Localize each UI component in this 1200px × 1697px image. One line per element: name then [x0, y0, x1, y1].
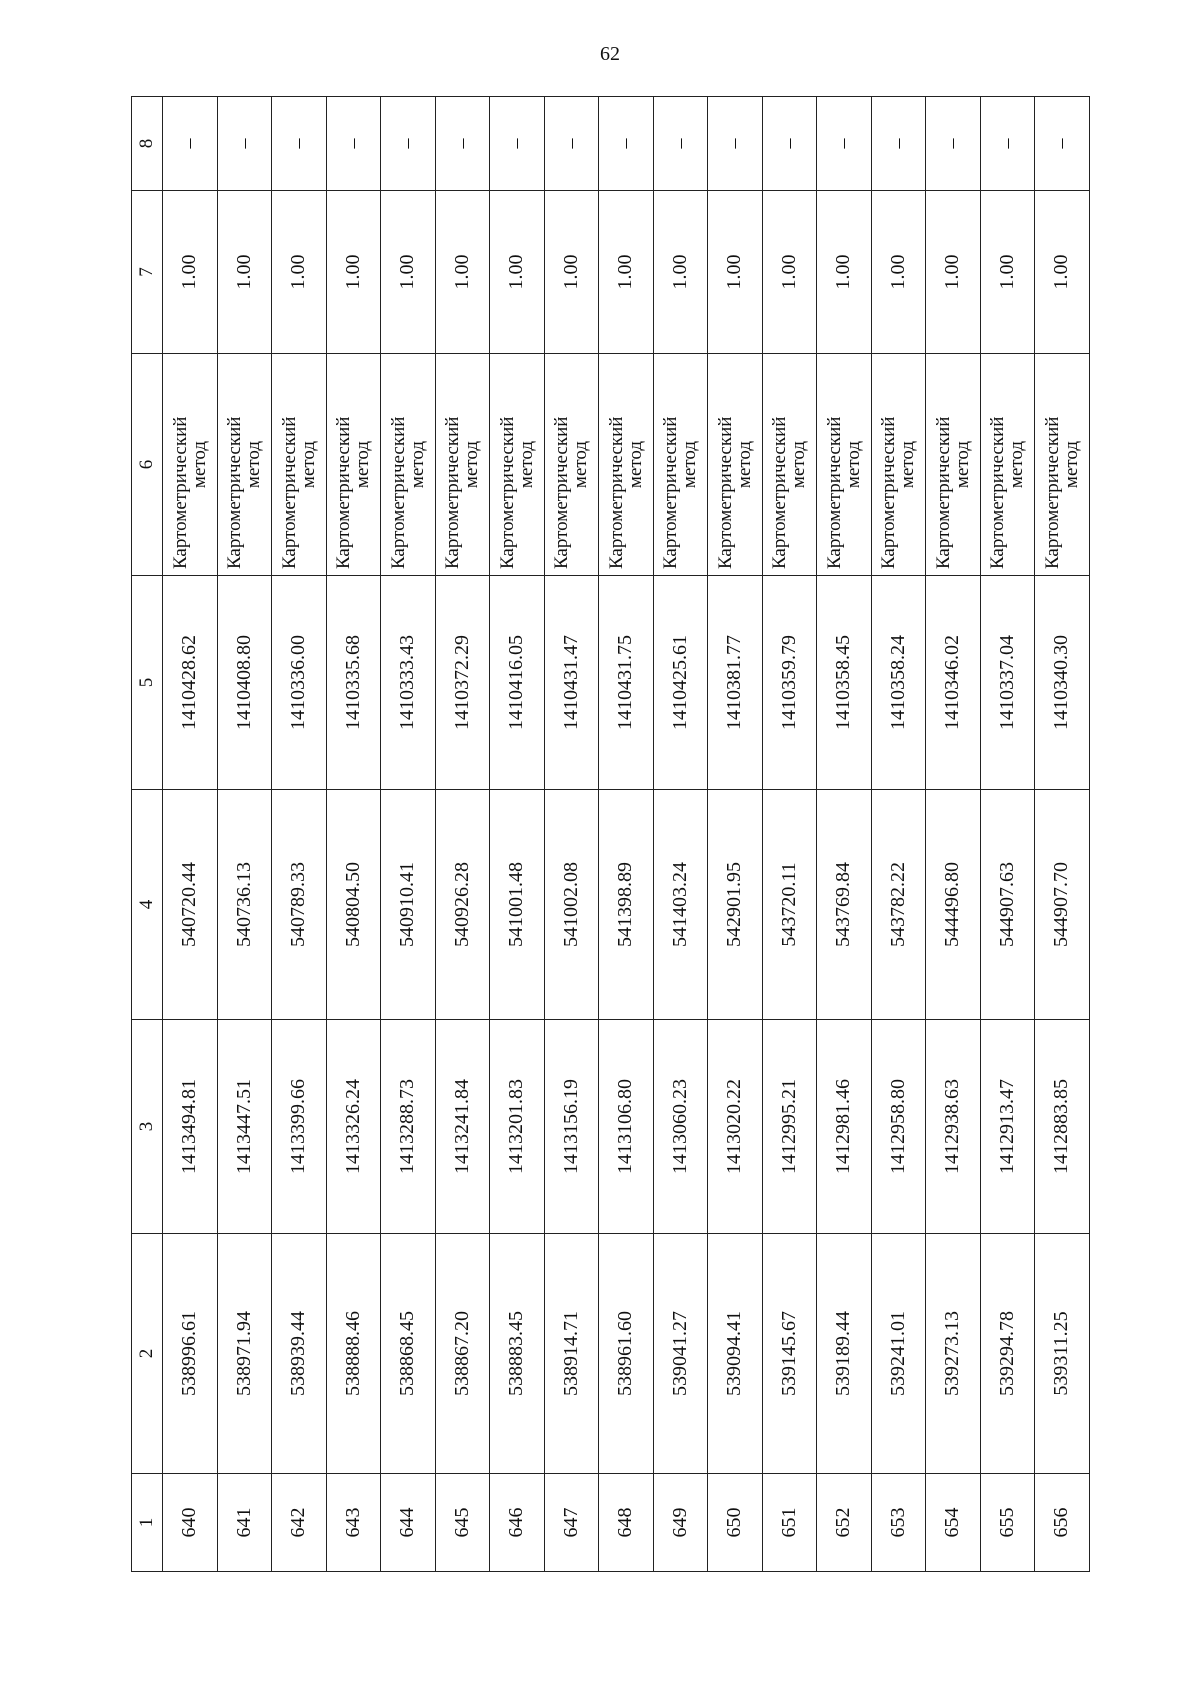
method-text: Картометрический	[1041, 416, 1063, 569]
note-cell: –	[217, 97, 272, 191]
coordinate-y-cell: 1410416.05	[490, 576, 545, 790]
note-cell: –	[762, 97, 817, 191]
method-text: метод	[788, 440, 810, 489]
coordinate-y-cell: 1410372.29	[435, 576, 490, 790]
coordinate-x-cell: 543769.84	[817, 790, 872, 1020]
accuracy-cell: 1.00	[653, 191, 708, 354]
method-text: Картометрический	[224, 416, 246, 569]
point-number-cell: 654	[926, 1474, 981, 1572]
coordinate-y-cell: 1410428.62	[163, 576, 218, 790]
point-number-cell: 653	[871, 1474, 926, 1572]
point-number-cell: 647	[544, 1474, 599, 1572]
coordinate-y-cell: 1413156.19	[544, 1020, 599, 1234]
accuracy-cell: 1.00	[980, 191, 1035, 354]
coordinate-y-cell: 1410425.61	[653, 576, 708, 790]
coordinate-x-cell: 539189.44	[817, 1234, 872, 1474]
method-cell	[599, 354, 654, 576]
accuracy-cell: 1.00	[435, 191, 490, 354]
method-text: метод	[515, 440, 537, 489]
method-text: Картометрический	[987, 416, 1009, 569]
table-row	[871, 97, 926, 1572]
coordinate-x-cell: 539145.67	[762, 1234, 817, 1474]
table-row	[435, 97, 490, 1572]
note-cell: –	[1035, 97, 1090, 191]
accuracy-cell: 1.00	[926, 191, 981, 354]
note-cell: –	[490, 97, 545, 191]
coordinate-y-cell: 1413201.83	[490, 1020, 545, 1234]
coordinate-x-cell: 541001.48	[490, 790, 545, 1020]
note-cell: –	[980, 97, 1035, 191]
method-text: метод	[570, 440, 592, 489]
method-text: Картометрический	[551, 416, 573, 569]
note-cell: –	[381, 97, 436, 191]
point-number-cell: 640	[163, 1474, 218, 1572]
method-text: Картометрический	[878, 416, 900, 569]
coordinate-x-cell: 539094.41	[708, 1234, 763, 1474]
method-text: метод	[461, 440, 483, 489]
accuracy-cell: 1.00	[871, 191, 926, 354]
method-text: Картометрический	[714, 416, 736, 569]
coordinate-y-cell: 1413494.81	[163, 1020, 218, 1234]
table-row	[926, 97, 981, 1572]
point-number-cell: 643	[326, 1474, 381, 1572]
note-cell: –	[708, 97, 763, 191]
point-number-cell: 645	[435, 1474, 490, 1572]
coordinate-x-cell: 538867.20	[435, 1234, 490, 1474]
point-number-cell: 641	[217, 1474, 272, 1572]
coordinate-x-cell: 544907.63	[980, 790, 1035, 1020]
coordinate-y-cell: 1412883.85	[1035, 1020, 1090, 1234]
coordinate-x-cell: 538939.44	[272, 1234, 327, 1474]
method-text: метод	[951, 440, 973, 489]
coordinate-y-cell: 1410337.04	[980, 576, 1035, 790]
note-cell: –	[272, 97, 327, 191]
method-text: Картометрический	[769, 416, 791, 569]
point-number-cell: 652	[817, 1474, 872, 1572]
accuracy-cell: 1.00	[381, 191, 436, 354]
coordinate-x-cell: 539294.78	[980, 1234, 1035, 1474]
method-text: метод	[188, 440, 210, 489]
coordinate-y-cell: 1412981.46	[817, 1020, 872, 1234]
method-cell	[926, 354, 981, 576]
coordinate-y-cell: 1410358.45	[817, 576, 872, 790]
point-number-cell: 651	[762, 1474, 817, 1572]
coordinate-x-cell: 538961.60	[599, 1234, 654, 1474]
coordinate-y-cell: 1410358.24	[871, 576, 926, 790]
coordinate-y-cell: 1413326.24	[326, 1020, 381, 1234]
coordinate-y-cell: 1412995.21	[762, 1020, 817, 1234]
table-row	[326, 97, 381, 1572]
point-number-cell: 642	[272, 1474, 327, 1572]
coordinate-x-cell: 538883.45	[490, 1234, 545, 1474]
point-number-cell: 650	[708, 1474, 763, 1572]
coordinate-y-cell: 1410381.77	[708, 576, 763, 790]
method-cell	[272, 354, 327, 576]
coordinate-y-cell: 1410333.43	[381, 576, 436, 790]
coordinate-x-cell: 540789.33	[272, 790, 327, 1020]
coordinate-x-cell: 541002.08	[544, 790, 599, 1020]
coordinate-x-cell: 538888.46	[326, 1234, 381, 1474]
coordinate-y-cell: 1412958.80	[871, 1020, 926, 1234]
coordinate-x-cell: 540910.41	[381, 790, 436, 1020]
method-text: метод	[624, 440, 646, 489]
method-text: метод	[352, 440, 374, 489]
coordinate-x-cell: 544907.70	[1035, 790, 1090, 1020]
table-row	[980, 97, 1035, 1572]
page-number: 62	[600, 43, 620, 65]
method-cell	[980, 354, 1035, 576]
coordinate-x-cell: 538914.71	[544, 1234, 599, 1474]
accuracy-cell: 1.00	[272, 191, 327, 354]
method-cell	[163, 354, 218, 576]
coordinate-x-cell: 540804.50	[326, 790, 381, 1020]
coordinate-y-cell: 1410336.00	[272, 576, 327, 790]
method-text: Картометрический	[278, 416, 300, 569]
coordinates-table	[131, 96, 1090, 1572]
note-cell: –	[817, 97, 872, 191]
coordinate-x-cell: 538868.45	[381, 1234, 436, 1474]
coordinate-x-cell: 542901.95	[708, 790, 763, 1020]
coordinate-x-cell: 540736.13	[217, 790, 272, 1020]
accuracy-cell: 1.00	[163, 191, 218, 354]
coordinate-y-cell: 1410346.02	[926, 576, 981, 790]
method-cell	[1035, 354, 1090, 576]
method-text: метод	[406, 440, 428, 489]
accuracy-cell: 1.00	[490, 191, 545, 354]
coordinate-y-cell: 1412913.47	[980, 1020, 1035, 1234]
coordinate-y-cell: 1413241.84	[435, 1020, 490, 1234]
coordinate-y-cell: 1413399.66	[272, 1020, 327, 1234]
table-row	[1035, 97, 1090, 1572]
method-cell	[544, 354, 599, 576]
coordinate-x-cell: 539273.13	[926, 1234, 981, 1474]
point-number-cell: 646	[490, 1474, 545, 1572]
method-cell	[490, 354, 545, 576]
table-row	[381, 97, 436, 1572]
coordinate-x-cell: 539311.25	[1035, 1234, 1090, 1474]
method-text: метод	[842, 440, 864, 489]
method-text: Картометрический	[932, 416, 954, 569]
method-cell	[762, 354, 817, 576]
method-text: Картометрический	[387, 416, 409, 569]
accuracy-cell: 1.00	[762, 191, 817, 354]
method-text: Картометрический	[333, 416, 355, 569]
table-row	[708, 97, 763, 1572]
note-cell: –	[871, 97, 926, 191]
accuracy-cell: 1.00	[326, 191, 381, 354]
coordinate-x-cell: 538971.94	[217, 1234, 272, 1474]
point-number-cell: 655	[980, 1474, 1035, 1572]
method-text: метод	[1060, 440, 1082, 489]
method-cell	[217, 354, 272, 576]
column-header: 3	[132, 1020, 163, 1234]
method-text: метод	[733, 440, 755, 489]
method-text: метод	[679, 440, 701, 489]
method-cell	[326, 354, 381, 576]
method-text: Картометрический	[660, 416, 682, 569]
method-text: метод	[1006, 440, 1028, 489]
table-row	[653, 97, 708, 1572]
point-number-cell: 644	[381, 1474, 436, 1572]
point-number-cell: 648	[599, 1474, 654, 1572]
note-cell: –	[326, 97, 381, 191]
coordinate-y-cell: 1410359.79	[762, 576, 817, 790]
coordinate-y-cell: 1413060.23	[653, 1020, 708, 1234]
accuracy-cell: 1.00	[817, 191, 872, 354]
note-cell: –	[435, 97, 490, 191]
table-row	[817, 97, 872, 1572]
table-row	[762, 97, 817, 1572]
coordinate-y-cell: 1410431.75	[599, 576, 654, 790]
coordinate-x-cell: 540720.44	[163, 790, 218, 1020]
table-row	[217, 97, 272, 1572]
coordinate-y-cell: 1410408.80	[217, 576, 272, 790]
table-row	[544, 97, 599, 1572]
point-number-cell: 649	[653, 1474, 708, 1572]
method-text: Картометрический	[442, 416, 464, 569]
coordinate-y-cell: 1413447.51	[217, 1020, 272, 1234]
coordinate-x-cell: 543782.22	[871, 790, 926, 1020]
table-row	[272, 97, 327, 1572]
column-header: 5	[132, 576, 163, 790]
note-cell: –	[163, 97, 218, 191]
method-cell	[435, 354, 490, 576]
column-header: 4	[132, 790, 163, 1020]
method-text: Картометрический	[823, 416, 845, 569]
coordinate-y-cell: 1413288.73	[381, 1020, 436, 1234]
method-cell	[871, 354, 926, 576]
method-text: Картометрический	[169, 416, 191, 569]
table-row	[490, 97, 545, 1572]
table-header-row	[132, 97, 163, 1572]
accuracy-cell: 1.00	[217, 191, 272, 354]
column-header: 2	[132, 1234, 163, 1474]
table-row	[599, 97, 654, 1572]
coordinate-y-cell: 1413020.22	[708, 1020, 763, 1234]
note-cell: –	[599, 97, 654, 191]
method-text: Картометрический	[496, 416, 518, 569]
column-header: 8	[132, 97, 163, 191]
method-cell	[817, 354, 872, 576]
column-header: 6	[132, 354, 163, 576]
accuracy-cell: 1.00	[599, 191, 654, 354]
note-cell: –	[544, 97, 599, 191]
coordinate-y-cell: 1412938.63	[926, 1020, 981, 1234]
coordinate-x-cell: 540926.28	[435, 790, 490, 1020]
column-header: 7	[132, 191, 163, 354]
coordinate-x-cell: 539241.01	[871, 1234, 926, 1474]
coordinate-y-cell: 1413106.80	[599, 1020, 654, 1234]
coordinate-x-cell: 543720.11	[762, 790, 817, 1020]
column-header: 1	[132, 1474, 163, 1572]
table-row	[163, 97, 218, 1572]
coordinate-x-cell: 544496.80	[926, 790, 981, 1020]
accuracy-cell: 1.00	[544, 191, 599, 354]
coordinate-x-cell: 541403.24	[653, 790, 708, 1020]
coordinate-x-cell: 538996.61	[163, 1234, 218, 1474]
method-text: метод	[243, 440, 265, 489]
accuracy-cell: 1.00	[708, 191, 763, 354]
note-cell: –	[926, 97, 981, 191]
coordinate-y-cell: 1410340.30	[1035, 576, 1090, 790]
method-text: метод	[297, 440, 319, 489]
coordinate-x-cell: 539041.27	[653, 1234, 708, 1474]
method-cell	[653, 354, 708, 576]
coordinate-y-cell: 1410431.47	[544, 576, 599, 790]
point-number-cell: 656	[1035, 1474, 1090, 1572]
method-text: метод	[897, 440, 919, 489]
coordinate-y-cell: 1410335.68	[326, 576, 381, 790]
method-text: Картометрический	[605, 416, 627, 569]
coordinate-x-cell: 541398.89	[599, 790, 654, 1020]
note-cell: –	[653, 97, 708, 191]
method-cell	[708, 354, 763, 576]
method-cell	[381, 354, 436, 576]
accuracy-cell: 1.00	[1035, 191, 1090, 354]
